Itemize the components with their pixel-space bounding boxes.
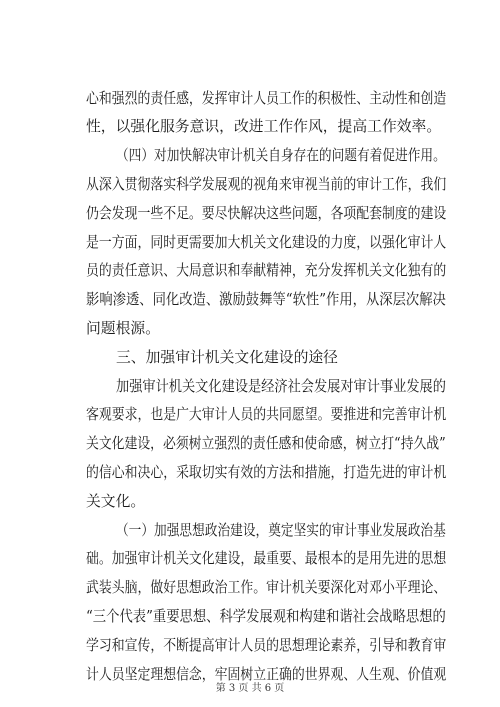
text-line: 问题根源。 [86,320,160,337]
text-line: 计人员坚定理想信念，牢固树立正确的世界观、人生观、价值观 [86,666,447,683]
text-line: “三个代表”重要思想、科学发展观和构建和谐社会战略思想的 [86,608,446,625]
text-line: 础。加强审计机关文化建设，最重要、最根本的是用先进的思想 [86,550,447,567]
text-line: 武装头脑，做好思想政治工作。审计机关要深化对邓小平理论、 [86,579,447,596]
text-line: 性，以强化服务意识，改进工作作风，提高工作效率。 [86,118,442,135]
text-line: 关文化建设，必须树立强烈的责任感和使命感，树立打“持久战” [86,435,446,452]
text-line: 仍会发现一些不足。要尽快解决这些问题，各项配套制度的建设 [86,205,447,222]
text-line: 客观要求，也是广大审计人员的共同愿望。要推进和完善审计机 [86,406,447,423]
text-line: （一）加强思想政治建设，奠定坚实的审计事业发展政治基 [116,522,446,539]
text-line: 从深入贯彻落实科学发展观的视角来审视当前的审计工作，我们 [86,176,447,193]
text-line: 员的责任意识、大局意识和奉献精神，充分发挥机关文化独有的 [86,262,447,279]
text-line: 影响渗透、同化改造、激励鼓舞等“软性”作用，从深层次解决 [86,291,446,308]
text-line: 学习和宣传，不断提高审计人员的思想理论素养，引导和教育审 [86,637,447,654]
text-line: 加强审计机关文化建设是经济社会发展对审计事业发展的 [116,378,446,395]
text-line: （四）对加快解决审计机关自身存在的问题有着促进作用。 [116,147,446,164]
text-line: 的信心和决心，采取切实有效的方法和措施，打造先进的审计机 [86,464,447,481]
section-heading: 三、加强审计机关文化建设的途径 [116,349,338,366]
text-line: 关文化。 [86,493,146,510]
page-number: 第 3 页 共 6 页 [215,683,285,694]
text-line: 是一方面，同时更需要加大机关文化建设的力度，以强化审计人 [86,234,447,251]
text-line: 心和强烈的责任感，发挥审计人员工作的积极性、主动性和创造 [86,90,447,107]
